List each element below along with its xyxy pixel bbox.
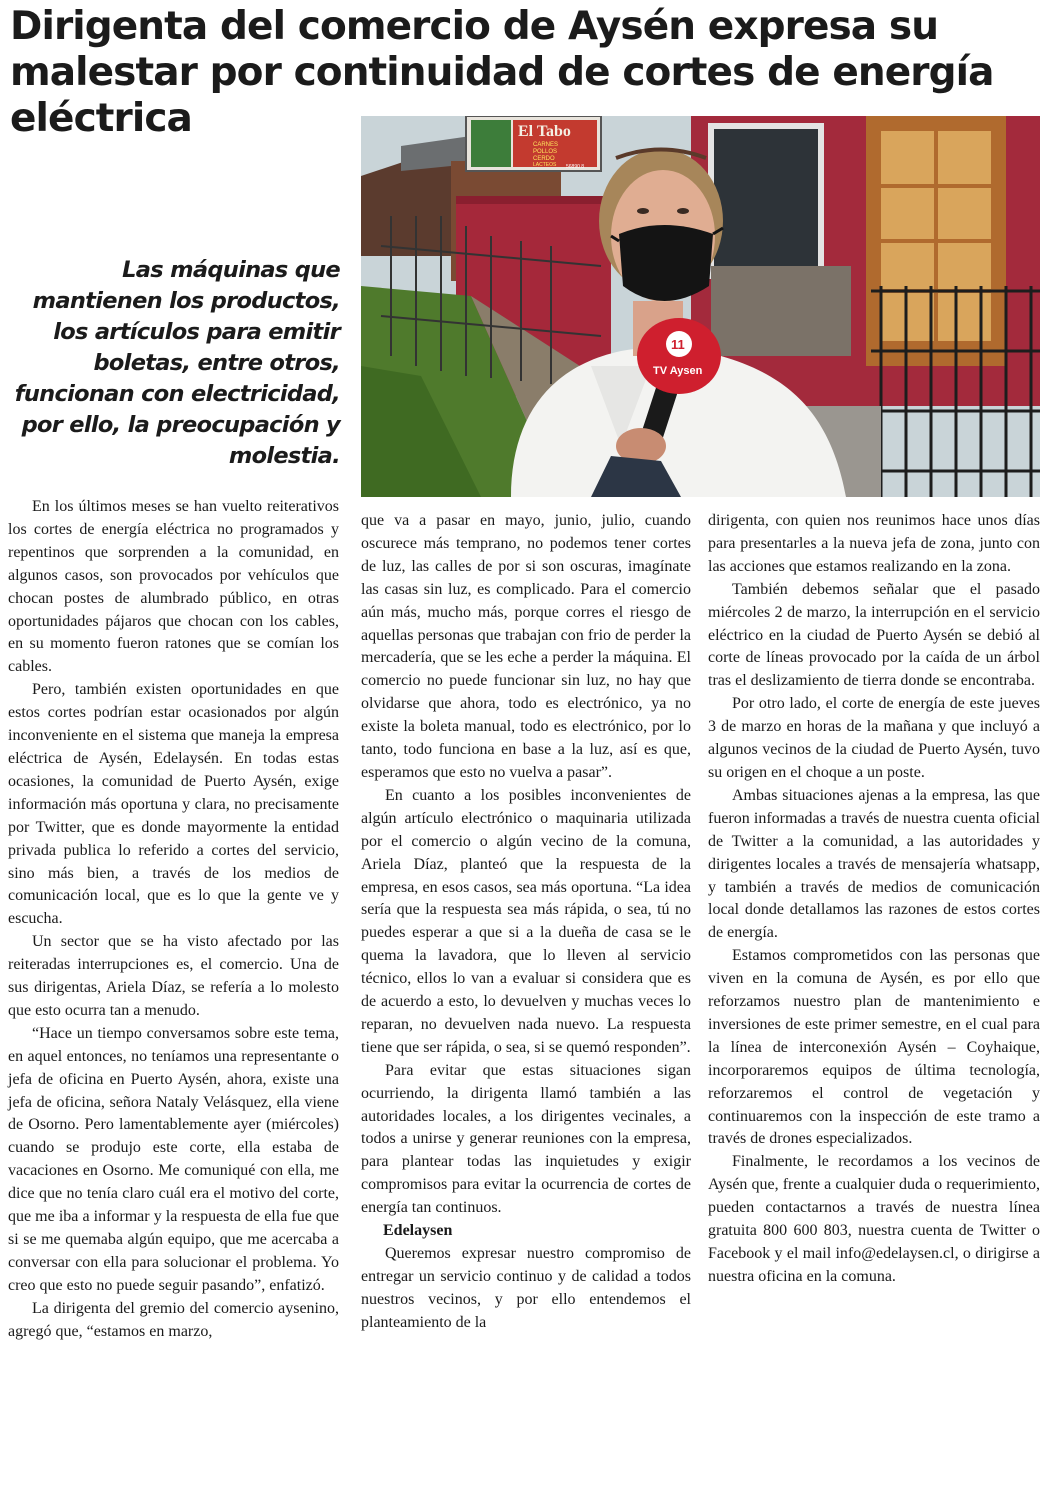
paragraph: “Hace un tiempo conversamos sobre este tema, en aquel entonces, no teníamos una representante o jefa de oficina en Puerto Aysén, ahora, existe una jefa de oficina, señora Nataly Velásquez, ella viene de Osorno. Pero lamentablemente ayer (miércoles) cuando se produjo este corte, ella estaba de vacaciones en Osorno. Me comuniqué con ella, me dice que no tenía claro cuál era el motivo del corte, que me iba a informar y la respuesta de ella fue que si se me quemaba algún equipo, que me acercaba a conversar con ella para solucionar el problema. Yo creo que esto no puede seguir pasando”, enfatizó. [8,1024,339,1294]
pull-quote: Las máquinas que mantienen los productos, los artículos para emitir boletas, entre otros, funcionan con electricidad, por ello, la preocupación y molestia. [14,257,340,469]
sign-line-1: CARNES [533,142,559,148]
mic-channel: 11 [671,337,685,352]
article-photo [361,116,1040,497]
paragraph: que va a pasar en mayo, junio, julio, cuando oscurece más temprano, no podemos tener cortes de luz, las calles de por si son oscuras, imagínate las casas sin luz, es complicado. Para el comercio aún más, mucho más, porque corres el riesgo de aquellas personas que trabajan con frio de perder la mercadería, que se les eche a perder la máquina. El comercio no puede funcionar sin luz, no hay que olvidarse que ahora, todo es electrónico, ya no existe la boleta manual, todo es electrónico, por lo tanto, todo funciona en base a la luz, así es que, esperamos que esto no vuelva a pasar”. [361,512,691,781]
paragraph: Finalmente, le recordamos a los vecinos de Aysén que, frente a cualquier duda o requerimiento, pueden contactarnos a través de nuestra línea gratuita 800 600 803, nuestra cuenta de Twitter o Facebook y el mail info@edelaysen.cl, o dirigirse a nuestra oficina en la comuna. [708,1153,1040,1285]
column-2 [361,510,691,1335]
paragraph: Pero, también existen oportunidades en que estos cortes podrían estar ocasionados por algún inconveniente en el sistema que maneja la empresa eléctrica de Aysén, Edelaysén. En todas estas ocasiones, la comunidad de Puerto Aysén, exige información más oportuna y clara, no precisamente por Twitter, que es donde mayormente la entidad privada publica lo referido a cortes del servicio, sino más bien, a través de los medios de comunicación local, que es lo que la gente ve y escucha. [8,681,339,928]
headline: Dirigenta del comercio de Aysén expresa su malestar por continuidad de cortes de energía eléctrica [10,4,994,141]
paragraph: Para evitar que estas situaciones sigan ocurriendo, la dirigenta llamó también a las autoridades locales, a los dirigentes vecinales, a todos a unirse y generar reuniones con la empresa, para plantear todas las inquietudes y exigir compromisos para evitar la ocurrencia de cortes de energía tan continuos. [361,1061,691,1217]
column-1 [8,496,339,1344]
paragraph: Un sector que se ha visto afectado por las reiteradas interrupciones es, el comercio. Una de sus dirigentas, Ariela Díaz, se refería a lo molesto que esto ocurra tan a menudo. [8,933,339,1019]
section-subheading: Edelaysen [383,1222,453,1240]
paragraph: También debemos señalar que el pasado miércoles 2 de marzo, la interrupción en el servicio eléctrico en la ciudad de Puerto Aysén se debió al corte de líneas provocado por la caída de un árbol tras el deslizamiento de tierra donde se encontraba. [708,580,1040,690]
sign-line-3: CERDO [533,156,555,162]
paragraph: En cuanto a los posibles inconvenientes de algún artículo electrónico o maquinaria utilizada por el comercio o algún vecino de la comuna, Ariela Díaz, planteó que la respuesta de la empresa, en esos casos, sea más oportuna. “La idea sería que la respuesta sea más rápida, o sea, tú no puedes esperar a que si a la dueña de casa se le quema la lavadora, que lo lleven al servicio técnico, ellos lo van a evaluar si considera que es de acuerdo a esto, lo devuelven y muchas veces lo reparan, no devuelven nada nuevo. La respuesta tiene que ser rápida, o sea, si se quemó responden”. [361,786,691,1056]
mic-logo-text: TV Aysen [653,365,703,377]
paragraph: dirigenta, con quien nos reunimos hace unos días para presentarles a la nueva jefa de zona, junto con las acciones que estamos realizando en la zona. [708,512,1040,575]
sign-phone: 56890 8 [566,164,585,170]
sign-line-4: LACTEOS [533,162,557,168]
sign-line-2: POLLOS [533,149,558,155]
paragraph: Queremos expresar nuestro compromiso de entregar un servicio continuo y de calidad a todos nuestros vecinos, y por ello entendemos el planteamiento de la [361,1245,691,1331]
photo-illustration [361,116,1040,497]
paragraph: En los últimos meses se han vuelto reiterativos los cortes de energía eléctrica no programados y repentinos que sorprenden a la comunidad, en algunos casos, son provocados por vehículos que chocan postes de alumbrado público, en otras oportunidades pájaros que chocan con los cables, en su momento fueron ratones que se comían los cables. [8,498,339,676]
paragraph: Por otro lado, el corte de energía de este jueves 3 de marzo en horas de la mañana y que incluyó a algunos vecinos de la ciudad de Puerto Aysén, tuvo su origen en el choque a un poste. [708,695,1040,781]
paragraph: Ambas situaciones ajenas a la empresa, las que fueron informadas a través de nuestra cuenta oficial de Twitter a la comunidad, a las autoridades y dirigentes locales a través de mensajería whatsapp, y también a través de medios de comunicación local donde detallamos las razones de estos cortes de energía. [708,786,1040,942]
sign-title: El Tabo [518,123,571,140]
paragraph: La dirigenta del gremio del comercio aysenino, agregó que, “estamos en marzo, [8,1299,339,1340]
column-3 [708,510,1040,1289]
paragraph: Estamos comprometidos con las personas que viven en la comuna de Aysén, es por ello que reforzamos nuestro plan de mantenimiento e inversiones de este primer semestre, en el cual para la línea de interconexión Aysén – Coyhaique, incorporaremos equipos de última tecnología, reforzaremos el control de vegetación y continuaremos con la inspección de este tramo a través de drones especializados. [708,947,1040,1148]
